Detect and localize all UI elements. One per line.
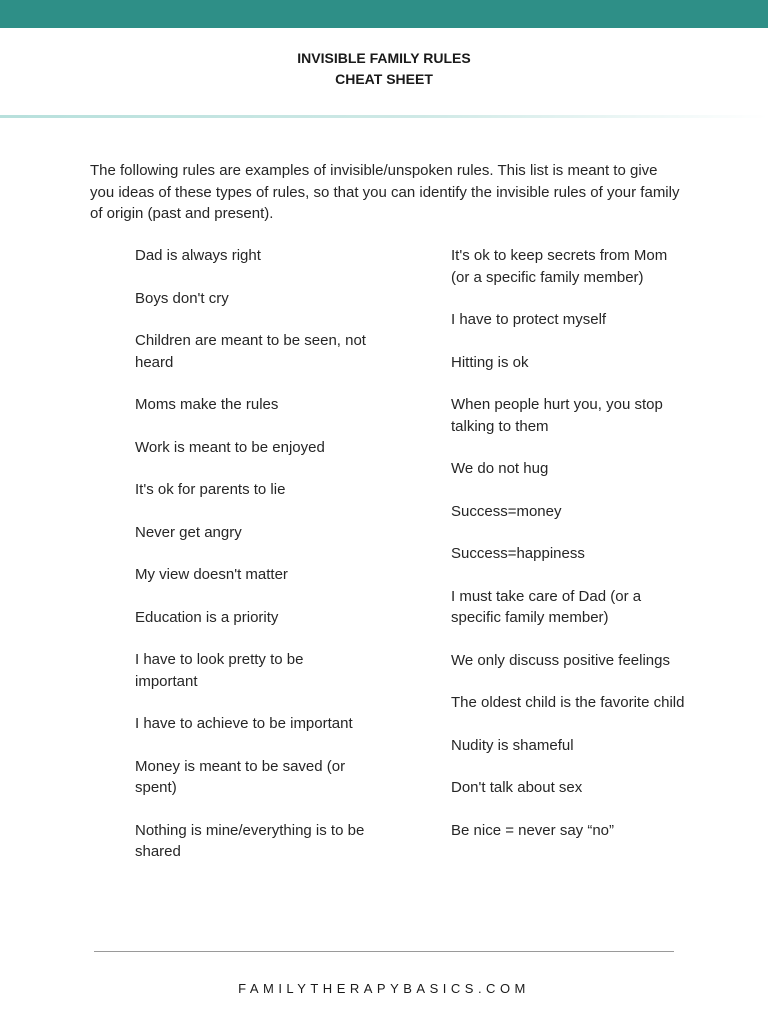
rule-item: When people hurt you, you stop talking to them <box>451 396 663 435</box>
rules-list-left <box>135 245 370 884</box>
rule-item: Success=money <box>451 502 562 520</box>
rule-item: Success=happiness <box>451 545 585 562</box>
rule-item: Hitting is ok <box>451 353 529 371</box>
rule-item: Nothing is mine/everything is to be shared <box>135 821 365 860</box>
footer-divider <box>94 951 674 952</box>
rule-item: Never get angry <box>135 523 242 541</box>
rule-item: Dad is always right <box>135 247 261 264</box>
top-accent-bar <box>0 0 768 28</box>
rules-list-right <box>451 245 686 862</box>
rule-item: Don't talk about sex <box>451 779 583 796</box>
intro-paragraph: The following rules are examples of invisible/unspoken rules. This list is meant to give you ideas of these types of rules, so that you can identify the invisible rules of your family of origin (past and present). <box>90 162 680 222</box>
rule-item: My view doesn't matter <box>135 566 288 583</box>
rule-item: We only discuss positive feelings <box>451 651 670 669</box>
rule-item: Boys don't cry <box>135 289 229 307</box>
rule-item: It's ok for parents to lie <box>135 481 286 498</box>
rule-item: We do not hug <box>451 460 549 477</box>
title-divider <box>0 115 768 118</box>
title-line-2: CHEAT SHEET <box>335 71 433 87</box>
rule-item: Education is a priority <box>135 608 279 626</box>
rule-item: I have to protect myself <box>451 311 607 328</box>
rule-item: Children are meant to be seen, not heard <box>135 332 366 371</box>
rule-item: I must take care of Dad (or a specific family member) <box>451 587 642 626</box>
page-title <box>0 48 768 90</box>
rule-item: Moms make the rules <box>135 396 279 413</box>
rule-item: Work is meant to be enjoyed <box>135 438 325 456</box>
rule-item: I have to achieve to be important <box>135 715 353 732</box>
footer-website: FAMILYTHERAPYBASICS.COM <box>238 981 530 996</box>
rule-item: The oldest child is the favorite child <box>451 694 685 711</box>
title-line-1: INVISIBLE FAMILY RULES <box>297 50 471 66</box>
rule-item: It's ok to keep secrets from Mom (or a specific family member) <box>451 247 668 286</box>
rule-item: I have to look pretty to be important <box>135 651 304 690</box>
rule-item: Be nice = never say “no” <box>451 821 615 839</box>
rule-item: Money is meant to be saved (or spent) <box>135 757 346 796</box>
rule-item: Nudity is shameful <box>451 736 574 754</box>
